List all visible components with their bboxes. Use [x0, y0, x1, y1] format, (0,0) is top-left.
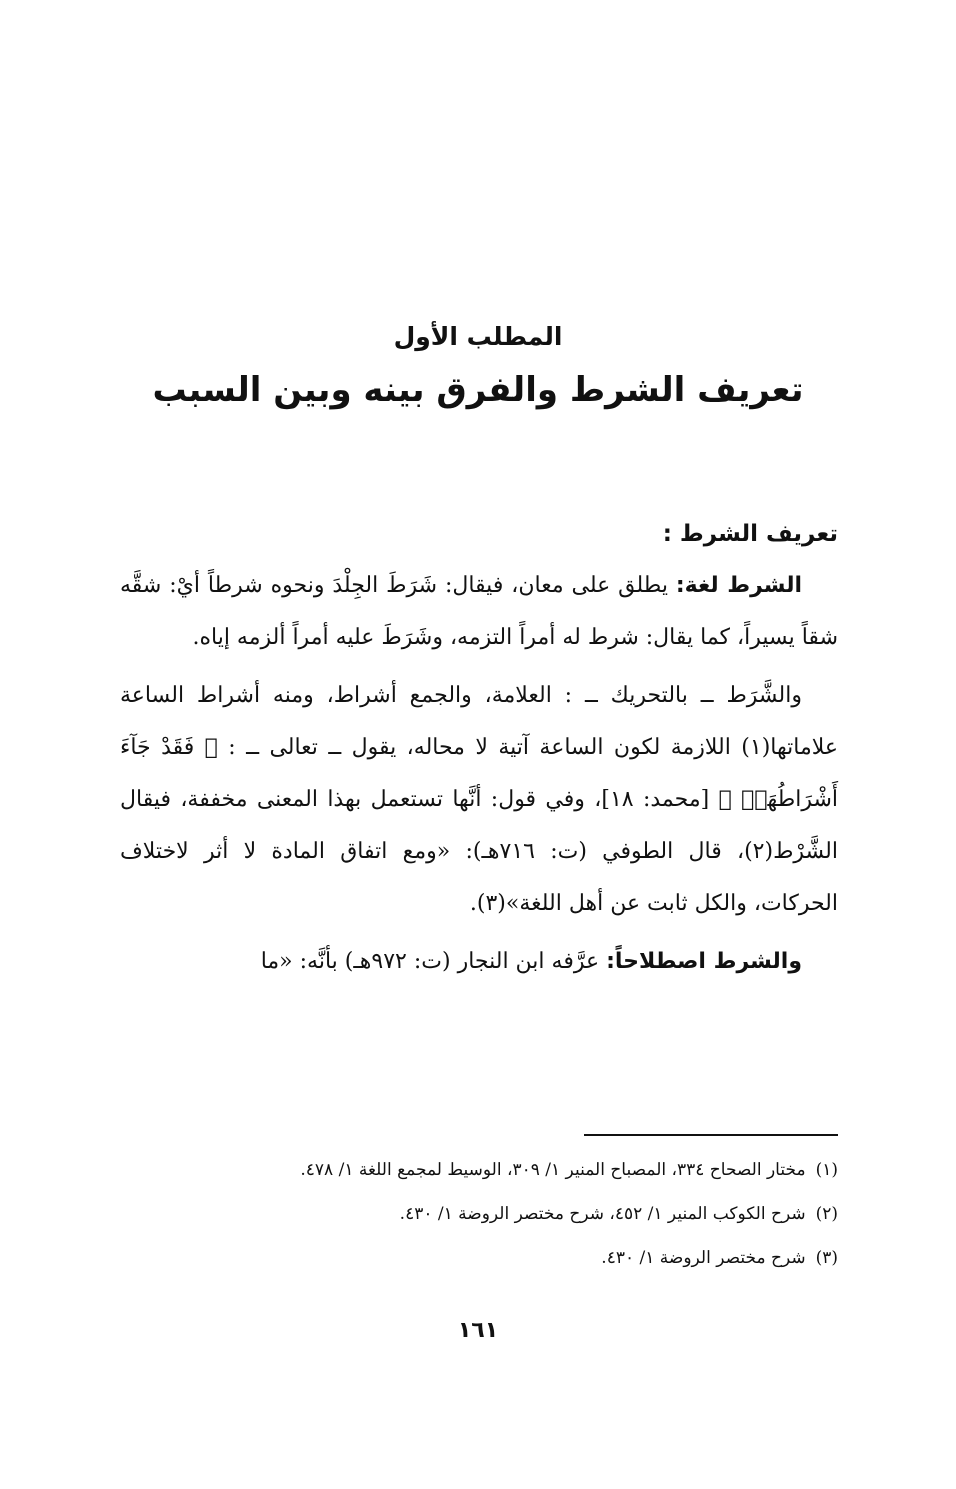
- footnote-number: (٢): [815, 1204, 838, 1224]
- footnote-text: شرح مختصر الروضة ١/ ٤٣٠.: [601, 1248, 806, 1268]
- footnote-item: [120, 1148, 838, 1192]
- footnote-divider: [584, 1134, 838, 1136]
- main-text: [120, 508, 838, 994]
- paragraph-linguistic-definition: [120, 560, 838, 664]
- paragraph-technical-definition: [120, 936, 838, 988]
- section-heading: تعريف الشرط :: [662, 521, 838, 547]
- section-subtitle: المطلب الأول: [393, 322, 563, 351]
- footnotes: [120, 1148, 838, 1280]
- footnote-text: مختار الصحاح ٣٣٤، المصباح المنير ١/ ٣٠٩، الوسيط لمجمع اللغة ١/ ٤٧٨.: [300, 1160, 806, 1180]
- paragraph-text: يطلق على معان، فيقال: شَرَطَ الجِلْدَ ونحوه شرطاً أيْ: شقَّه شقاً يسيراً، كما يقال: شرط له أمراً التزمه، وشَرَطَ عليه أمراً ألزمه إياه.: [120, 573, 838, 650]
- section-title: تعريف الشرط والفرق بينه وبين السبب: [152, 370, 804, 410]
- paragraph-lead: والشرط اصطلاحاً:: [606, 949, 802, 974]
- footnote-number: (١): [815, 1160, 838, 1180]
- footnote-item: [120, 1192, 838, 1236]
- footnote-text: شرح الكوكب المنير ١/ ٤٥٢، شرح مختصر الروضة ١/ ٤٣٠.: [399, 1204, 806, 1224]
- footnote-number: (٣): [815, 1248, 838, 1268]
- paragraph-text: والشَّرَط ــ بالتحريك ــ : العلامة، والجمع أشراط، ومنه أشراط الساعة علاماتها(١) اللازمة لكون الساعة آتية لا محاله، يقول ــ تعالى ــ : ﴿ فَقَدْ جَآءَ أَشْرَاطُهَاۚ ﴾ [محمد: ١٨]، وفي قول: أنَّها تستعمل بهذا المعنى مخففة، فيقال الشَّرْط(٢)، قال الطوفي (ت: ٧١٦هـ): «ومع اتفاق المادة لا أثر لاختلاف الحركات، والكل ثابت عن أهل اللغة»(٣).: [120, 683, 838, 916]
- paragraph-shart-meaning: [120, 670, 838, 930]
- paragraph-lead: الشرط لغة:: [675, 573, 802, 598]
- footnote-item: [120, 1236, 838, 1280]
- page-number: ١٦١: [457, 1318, 499, 1343]
- paragraph-text: عرَّفه ابن النجار (ت: ٩٧٢هـ) بأنَّه: «ما: [260, 949, 607, 974]
